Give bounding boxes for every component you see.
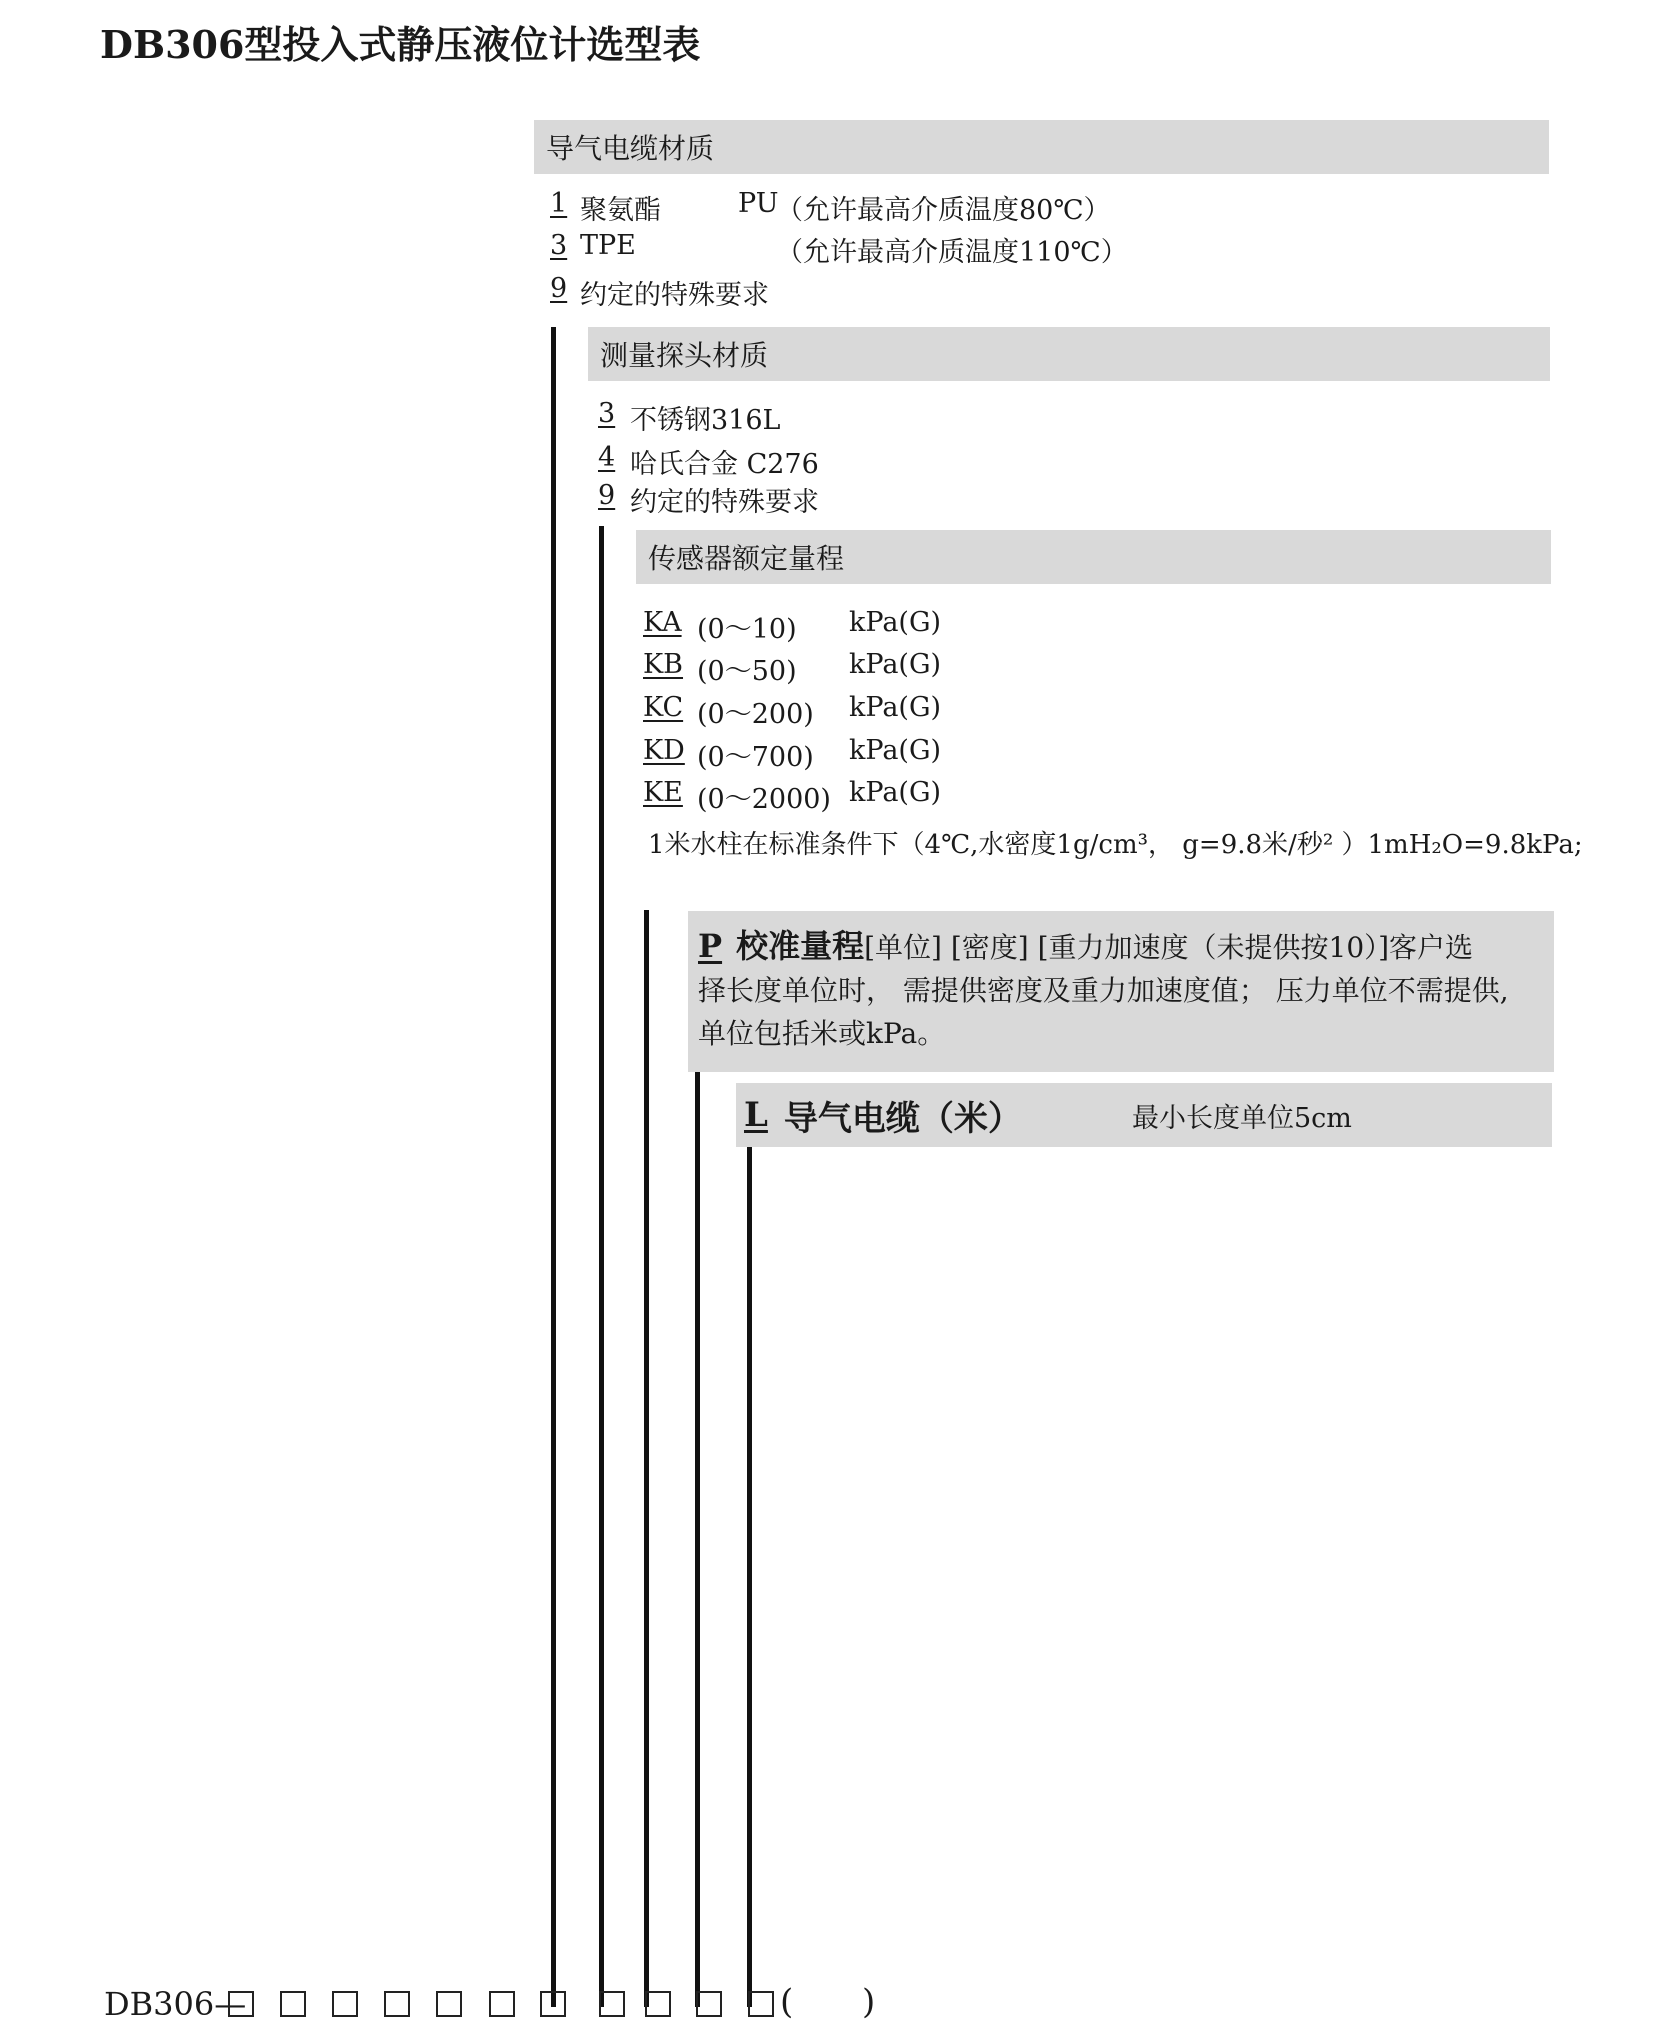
code-box-9 — [645, 1991, 671, 2017]
probe-option-9 — [598, 480, 819, 518]
code-box-1 — [228, 1991, 254, 2017]
range-option-kd — [643, 735, 942, 773]
probe-option-name: 约定的特殊要求 — [630, 487, 819, 518]
range-option-range: (0～2000) — [697, 784, 831, 815]
cable-option-note: （允许最高介质温度110℃） — [776, 237, 1128, 268]
cable-length-header: 导气电缆（米） — [783, 1098, 1022, 1139]
range-option-range: (0～700) — [697, 742, 814, 773]
code-box-5 — [436, 1991, 462, 2017]
probe-option-name: 哈氏合金 C276 — [630, 449, 819, 480]
code-box-11 — [748, 1991, 774, 2017]
calibration-text-line1: [单位] [密度] [重力加速度（未提供按10）]客户选 — [864, 931, 1474, 964]
code-box-8 — [599, 1991, 625, 2017]
probe-option-code: 4 — [598, 442, 616, 473]
probe-material-header-label: 测量探头材质 — [600, 339, 769, 372]
length-close-paren: ) — [862, 1982, 876, 2022]
range-option-code: KD — [643, 735, 685, 766]
probe-option-code: 3 — [598, 398, 616, 429]
probe-option-3 — [598, 398, 781, 436]
probe-option-code: 9 — [598, 480, 616, 511]
calibration-text-line2: 择长度单位时， 需提供密度及重力加速度值； 压力单位不需提供, — [698, 974, 1509, 1007]
cable-length-note: 最小长度单位5cm — [1132, 1102, 1352, 1134]
code-box-10 — [696, 1991, 722, 2017]
range-option-range: (0～200) — [697, 699, 814, 730]
range-option-kb — [643, 649, 942, 687]
range-option-kc — [643, 692, 942, 730]
range-option-unit: kPa(G) — [849, 735, 942, 766]
probe-material-header — [588, 327, 1550, 381]
connector-line-calibration — [695, 1072, 700, 2007]
cable-option-code: 3 — [550, 230, 568, 261]
cable-option-note: （允许最高介质温度80℃） — [776, 195, 1111, 226]
cable-option-name: TPE — [580, 230, 636, 261]
range-option-unit: kPa(G) — [849, 607, 942, 638]
cable-option-9 — [550, 273, 769, 311]
cable-option-name: 约定的特殊要求 — [580, 280, 769, 311]
range-option-unit: kPa(G) — [849, 649, 942, 680]
cable-length-code: L — [744, 1095, 768, 1135]
code-box-4 — [384, 1991, 410, 2017]
probe-option-name: 不锈钢316L — [630, 405, 781, 436]
connector-line-sensor-range — [644, 910, 649, 2007]
connector-line-cable-material — [551, 327, 556, 2007]
probe-option-4 — [598, 442, 819, 480]
cable-length-box — [736, 1083, 1552, 1147]
code-box-6 — [489, 1991, 515, 2017]
range-option-unit: kPa(G) — [849, 692, 942, 723]
range-option-range: (0～50) — [697, 656, 797, 687]
range-option-code: KE — [643, 777, 683, 808]
range-option-unit: kPa(G) — [849, 777, 942, 808]
cable-option-1 — [550, 188, 1111, 226]
cable-option-code: 9 — [550, 273, 568, 304]
range-option-range: (0～10) — [697, 614, 797, 645]
cable-option-code: 1 — [550, 188, 568, 219]
page-title: DB306型投入式静压液位计选型表 — [100, 22, 701, 67]
cable-option-name: 聚氨酯 — [580, 195, 661, 226]
range-option-code: KB — [643, 649, 684, 680]
range-option-ka — [643, 607, 942, 645]
range-option-code: KC — [643, 692, 684, 723]
sensor-range-header — [636, 530, 1551, 584]
model-code-prefix: DB306— — [104, 1985, 247, 2023]
cable-material-header-label: 导气电缆材质 — [546, 132, 715, 165]
length-open-paren: ( — [780, 1982, 794, 2022]
code-box-3 — [332, 1991, 358, 2017]
code-box-2 — [280, 1991, 306, 2017]
calibration-box — [688, 911, 1554, 1072]
code-box-7 — [540, 1991, 566, 2017]
calibration-text-line3: 单位包括米或kPa。 — [698, 1017, 946, 1050]
connector-line-cable-length — [747, 1147, 752, 2007]
range-option-ke — [643, 777, 942, 815]
range-option-code: KA — [643, 607, 682, 638]
calibration-header: 校准量程 — [736, 927, 865, 965]
cable-material-header — [534, 120, 1549, 174]
cable-option-3 — [550, 230, 1128, 268]
connector-line-probe-material — [599, 526, 604, 2007]
water-column-note: 1米水柱在标准条件下（4℃,水密度1g/cm³， g=9.8米/秒² ）1mH₂O=9.8kPa; — [648, 830, 1583, 860]
sensor-range-header-label: 传感器额定量程 — [648, 542, 845, 575]
cable-option-abbr: PU — [738, 188, 779, 219]
calibration-code: P — [698, 927, 723, 965]
